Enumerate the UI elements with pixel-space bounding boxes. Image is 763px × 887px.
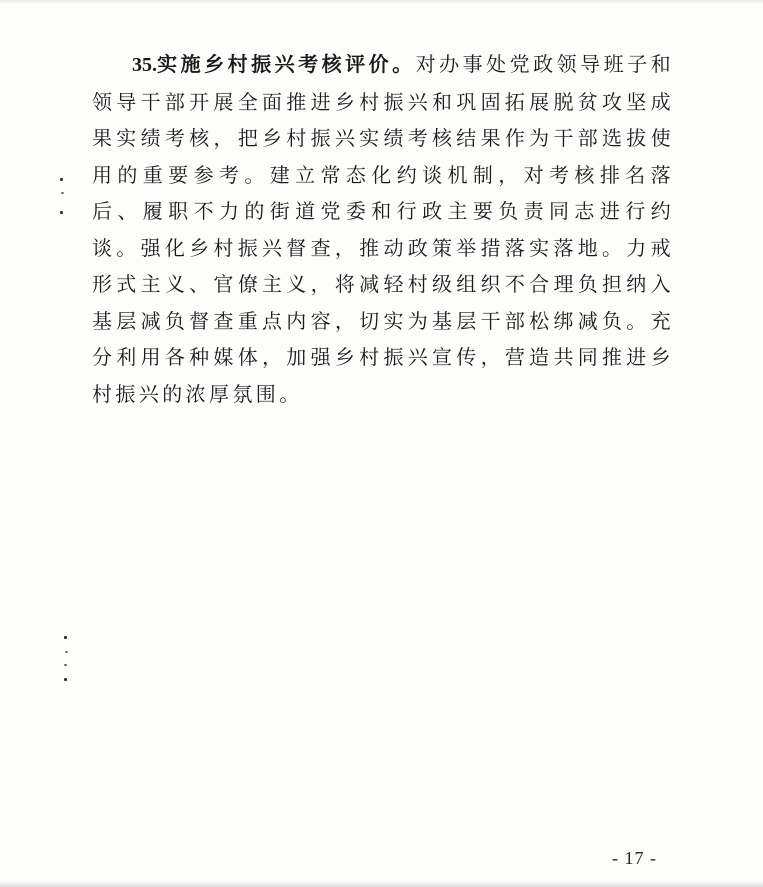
binding-mark: [64, 664, 67, 666]
binding-mark: [64, 678, 67, 681]
page-number: - 17 -: [612, 848, 657, 868]
binding-mark: [61, 192, 64, 194]
binding-mark: [60, 211, 63, 214]
article-number: 35.: [132, 54, 157, 76]
binding-mark: [60, 178, 63, 181]
article-body: 对办事处党政领导班子和领导干部开展全面推进乡村振兴和巩固拓展脱贫攻坚成果实绩考核，把乡村振兴实绩考核结果作为干部选拔使用的重要参考。建立常态化约谈机制，对考核排名落后、履职不力的街道党委和行政主要负责同志进行约谈。强化乡村振兴督查，推动政策举措落实落地。力戒形式主义、官僚主义，将减轻村级组织不合理负担纳入基层减负督查重点内容，切实为基层干部松绑减负。充分利用各种媒体，加强乡村振兴宣传，营造共同推进乡村振兴的浓厚氛围。: [92, 52, 674, 406]
binding-mark: [64, 636, 67, 639]
scan-edge-bottom: [0, 881, 763, 887]
article-paragraph: [92, 46, 674, 412]
binding-mark: [65, 651, 68, 653]
scan-edge-top: [0, 0, 763, 4]
article-heading: 实施乡村振兴考核评价。: [157, 52, 416, 76]
